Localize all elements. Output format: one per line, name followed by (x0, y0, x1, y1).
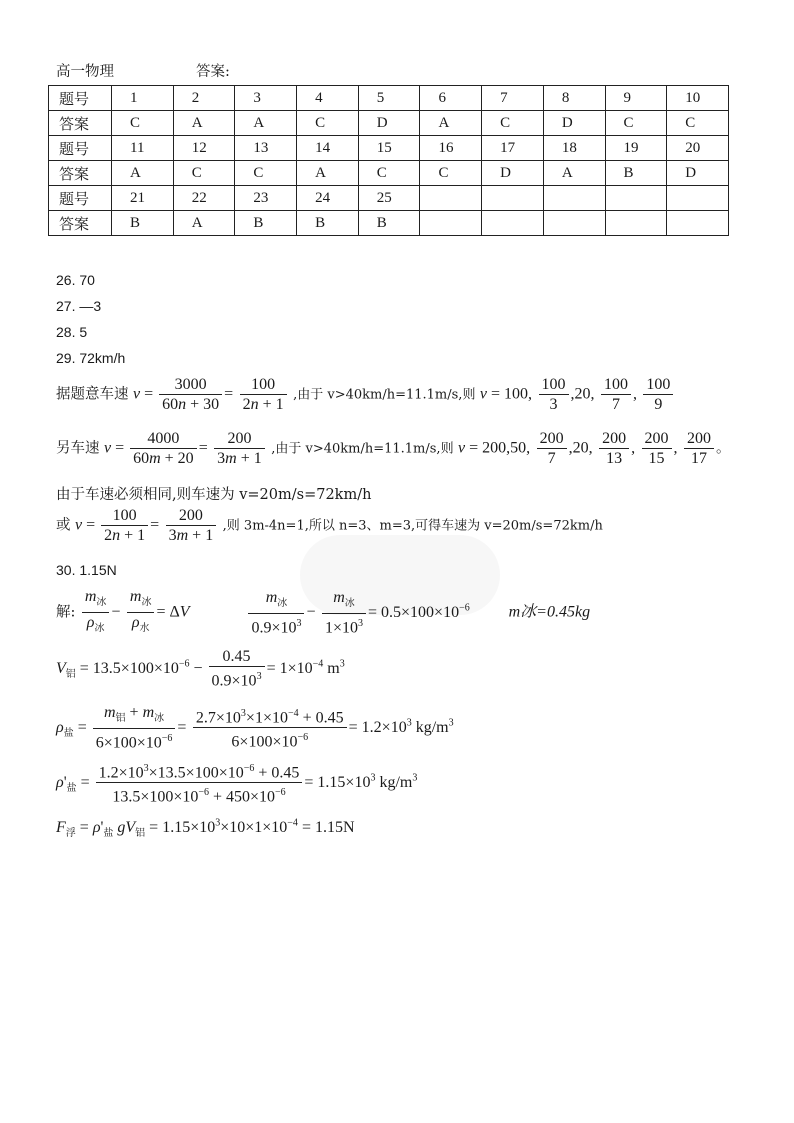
table-cell: A (235, 111, 297, 136)
table-cell: 9 (605, 86, 667, 111)
answer-26: 26. 70 (56, 272, 95, 288)
table-cell (605, 211, 667, 236)
row-label: 题号 (49, 136, 112, 161)
q30-solution-line-1: 解: $m_冰$ $\rho_冰$ − $m_冰$ $\rho_水$ = ΔV $m_冰$ $0.9\times 10^3$ − $m_冰$ $1\times 10^3$ = $0.5\times 100\times 10^{-6}$ m冰=0.45kg (56, 588, 591, 637)
table-cell: D (543, 111, 605, 136)
page-header (56, 60, 230, 81)
table-cell: 7 (482, 86, 544, 111)
table-cell: 10 (667, 86, 729, 111)
table-cell (605, 186, 667, 211)
table-cell: A (173, 111, 235, 136)
table-row (49, 186, 729, 211)
table-cell: 1 (112, 86, 174, 111)
row-label: 答案 (49, 111, 112, 136)
answer-27: 27. —3 (56, 298, 102, 314)
table-cell (482, 211, 544, 236)
table-cell: A (297, 161, 359, 186)
table-row (49, 211, 729, 236)
table-cell: 13 (235, 136, 297, 161)
table-cell: A (420, 111, 482, 136)
table-cell: 14 (297, 136, 359, 161)
table-cell: 25 (358, 186, 420, 211)
table-cell (420, 211, 482, 236)
table-cell (420, 186, 482, 211)
answer-29: 29. 72km/h (56, 350, 126, 366)
table-cell: 21 (112, 186, 174, 211)
table-cell: A (543, 161, 605, 186)
q30-solution-line-2: $V_铝 = 13.5\times 100\times 10^{-6}$ − $\frac{0.45}{0.9\times 10^3}$ = $1\times 10^{-4}$ $m^3$ (56, 648, 345, 690)
table-cell: 4 (297, 86, 359, 111)
table-cell: 2 (173, 86, 235, 111)
q29-line-4: 或 v = $\frac{100}{2n + 1}$ = $\frac{200}{3m + 1}$ ,则 3m-4n=1,所以 n=3、m=3,可得车速为 v=20m/s=72km/h (56, 507, 603, 544)
table-row (49, 136, 729, 161)
table-cell: 20 (667, 136, 729, 161)
table-cell: 18 (543, 136, 605, 161)
subject-title: 高一物理 (56, 64, 114, 80)
table-row (49, 161, 729, 186)
ice-mass-result: m冰=0.45kg (508, 603, 591, 621)
table-cell: A (173, 211, 235, 236)
row-label: 题号 (49, 86, 112, 111)
table-cell: C (667, 111, 729, 136)
table-cell: 23 (235, 186, 297, 211)
table-cell: B (235, 211, 297, 236)
table-cell: C (482, 111, 544, 136)
table-cell (543, 211, 605, 236)
table-row (49, 86, 729, 111)
table-cell: 8 (543, 86, 605, 111)
table-cell: 17 (482, 136, 544, 161)
table-cell: C (112, 111, 174, 136)
table-cell: 5 (358, 86, 420, 111)
q30-solution-line-4: $\rho'_盐$ = $\frac{1.2\times 10^3\times 13.5\times 100\times 10^{-6} + 0.45}{13.5\times 100\times 10^{-6} + 450\times 10^{-6}}$ = $1.15\times 10^3$ $kg/m^3$ (56, 760, 417, 806)
row-label: 答案 (49, 211, 112, 236)
answer-table (48, 85, 729, 236)
q30-solution-line-5: $F_浮 = \rho'_盐$ $gV_铝 = 1.15\times 10^3\times 10\times 1\times 10^{-4} = 1.15N$ (56, 818, 355, 840)
table-cell: B (358, 211, 420, 236)
table-cell: B (297, 211, 359, 236)
q29-line-3: 由于车速必须相同,则车速为 v=20m/s=72km/h (56, 487, 372, 503)
table-cell (667, 211, 729, 236)
answer-28: 28. 5 (56, 324, 88, 340)
table-cell (543, 186, 605, 211)
table-cell: A (112, 161, 174, 186)
table-cell: 16 (420, 136, 482, 161)
table-row (49, 111, 729, 136)
table-cell: C (358, 161, 420, 186)
table-cell: 15 (358, 136, 420, 161)
table-cell: 11 (112, 136, 174, 161)
table-cell: C (297, 111, 359, 136)
q29-line-2: 另车速 v = $\frac{4000}{60m + 20}$ = $\frac{200}{3m + 1}$ ,由于 v>40km/h=11.1m/s,则 v = 200,50, $\frac{200}{7}$ ,20, $\frac{200}{13}$ , $\frac{200}{15}$ , $\frac{200}{17}$ 。 (56, 430, 731, 467)
row-label: 题号 (49, 186, 112, 211)
table-cell: 3 (235, 86, 297, 111)
table-cell: C (235, 161, 297, 186)
table-cell (482, 186, 544, 211)
q30-solution-line-3: $\rho_盐$ = $m_铝 + m_冰$ $6\times 100\times 10^{-6}$ = $\frac{2.7\times 10^3\times 1\times 10^{-4} + 0.45}{6\times 100\times 10^{-6}}$ = $1.2\times 10^3$ $kg/m^3$ (56, 704, 454, 752)
table-cell: 6 (420, 86, 482, 111)
table-cell: C (173, 161, 235, 186)
table-cell: C (605, 111, 667, 136)
answers-label: 答案: (196, 64, 230, 80)
table-cell: D (358, 111, 420, 136)
table-cell: D (667, 161, 729, 186)
row-label: 答案 (49, 161, 112, 186)
table-cell: 22 (173, 186, 235, 211)
table-cell: 19 (605, 136, 667, 161)
table-cell: 12 (173, 136, 235, 161)
table-cell: 24 (297, 186, 359, 211)
table-cell (667, 186, 729, 211)
table-cell: B (112, 211, 174, 236)
table-cell: C (420, 161, 482, 186)
answer-30: 30. 1.15N (56, 562, 117, 578)
q29-line-1: 据题意车速 v = $\frac{3000}{60n + 30}$ = $\frac{100}{2n + 1}$ ,由于 v>40km/h=11.1m/s,则 v = 100, $\frac{100}{3}$ ,20, $\frac{100}{7}$ , $\frac{100}{9}$ (56, 376, 675, 413)
table-cell: D (482, 161, 544, 186)
table-cell: B (605, 161, 667, 186)
